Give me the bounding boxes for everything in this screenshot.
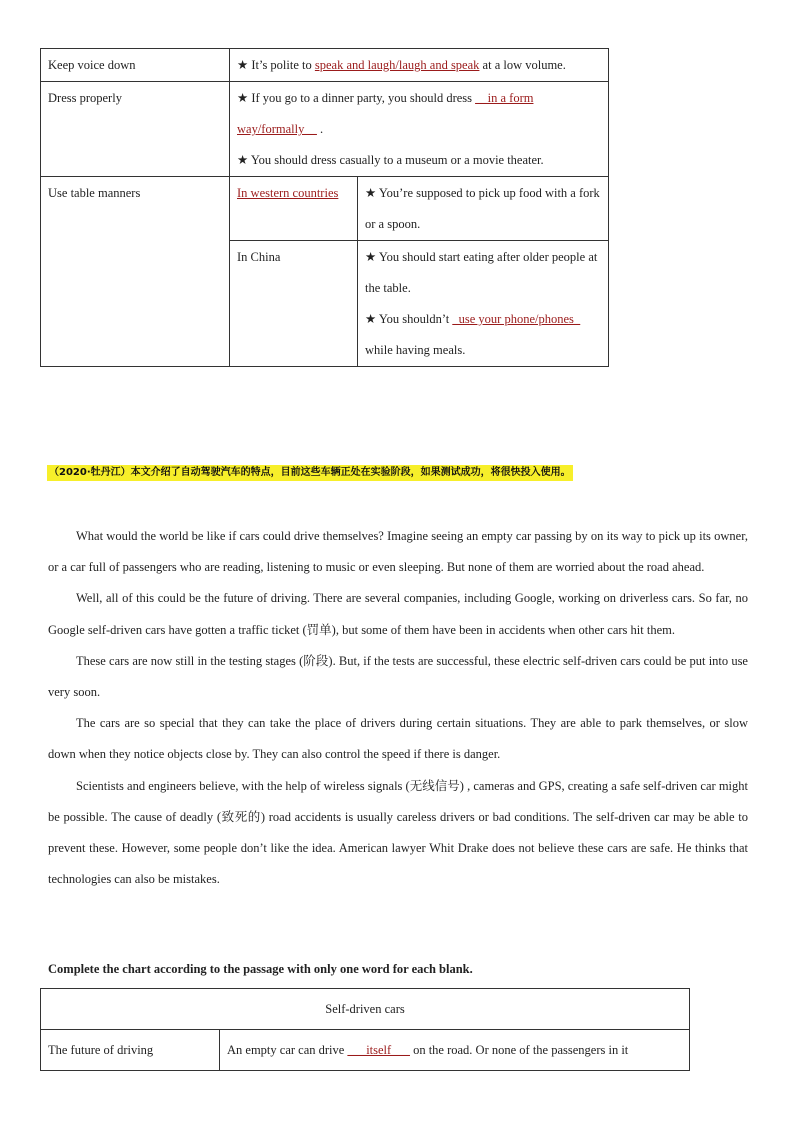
paragraph: Well, all of this could be the future of driving. There are several companies, including Google, working on driverless cars. So far, no Google self-driven cars have gotten a traffic ticket (罚单), but some of them have been in accidents when other cars hit them.: [48, 591, 748, 637]
paragraph: The cars are so special that they can take the place of drivers during certain situations. They are able to park themselves, or slow down when they notice objects close by. They can also control the speed if there is danger.: [48, 716, 748, 762]
table-row: [41, 82, 609, 177]
answer-text: In western countries: [237, 186, 339, 200]
paragraph: These cars are now still in the testing stages (阶段). But, if the tests are successful, these electric self-driven cars could be put into use very soon.: [48, 653, 748, 700]
instruction: Complete the chart according to the passage with only one word for each blank.: [48, 962, 473, 976]
source-banner: （2020·牡丹江）本文介绍了自动驾驶汽车的特点，目前这些车辆正处在实验阶段，如果测试成功，将很快投入使用。: [47, 465, 573, 481]
paragraph: What would the world be like if cars could drive themselves? Imagine seeing an empty car passing by on its way to pick up its owner, or a car full of passengers who are reading, listening to music or even sleeping. But none of them are worried about the road ahead.: [48, 529, 748, 575]
table-row: [41, 49, 609, 82]
row-content: An empty car can drive ___itself___ on the road. Or none of the passengers in it: [220, 1030, 690, 1071]
answer-chart: [40, 988, 690, 1071]
etiquette-table: [40, 48, 609, 367]
answer-text: speak and laugh/laugh and speak: [314, 58, 480, 72]
row-content: ★ It’s polite to speak and laugh/laugh and speak at a low volume.: [230, 49, 609, 82]
row-label: Keep voice down: [41, 49, 230, 82]
row-content: ★ You’re supposed to pick up food with a fork or a spoon.: [358, 177, 609, 241]
sub-label: In China: [230, 241, 358, 367]
chart-header: Self-driven cars: [41, 989, 690, 1030]
table-row: [41, 177, 609, 241]
row-content: ★ If you go to a dinner party, you should dress __in a form way/formally__ . ★ You should dress casually to a museum or a movie theater.: [230, 82, 609, 177]
sub-label: [230, 177, 358, 241]
answer-text: _use your phone/phones_: [452, 312, 581, 326]
row-label: Use table manners: [41, 177, 230, 367]
answer-text: ___itself___: [347, 1042, 410, 1057]
row-content: ★ You should start eating after older people at the table. ★ You shouldn’t _use your phone/phones_ while having meals.: [358, 241, 609, 367]
row-label: Dress properly: [41, 82, 230, 177]
row-label: The future of driving: [41, 1030, 220, 1071]
paragraph: Scientists and engineers believe, with the help of wireless signals (无线信号) , cameras and GPS, creating a safe self-driven car might be possible. The cause of deadly (致死的) road accidents is usually careless drivers or bad conditions. The self-driven car may be able to prevent these. However, some people don’t like the idea. American lawyer Whit Drake does not believe these cars are safe. He thinks that technologies can also be mistakes.: [48, 778, 748, 887]
answer-text: __in a form way/formally__: [237, 91, 534, 136]
table-row: [41, 989, 690, 1030]
table-row: [41, 1030, 690, 1071]
reading-passage: [48, 521, 748, 895]
